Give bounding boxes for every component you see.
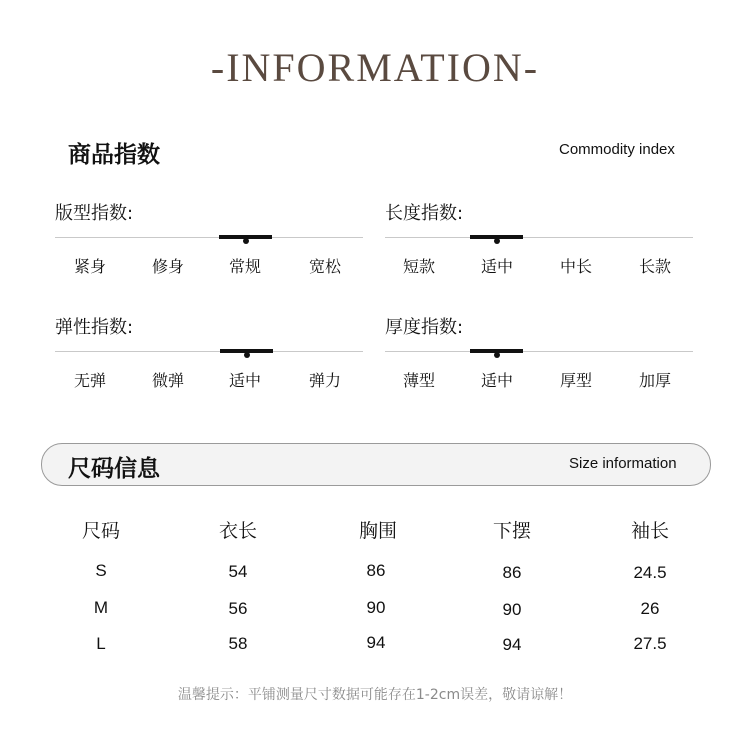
table-cell: L (96, 634, 106, 653)
length-index-track (385, 237, 693, 238)
table-cell: 86 (366, 561, 386, 580)
commodity-index-title: 商品指数 (68, 142, 160, 168)
fit-index-label: 版型指数: (55, 203, 134, 224)
fit-option-1: 紧身 (73, 257, 106, 276)
elasticity-index-track (55, 351, 363, 352)
table-cell: 90 (366, 598, 386, 617)
elasticity-option-2: 微弹 (151, 371, 184, 390)
elasticity-index-marker-dot (244, 352, 250, 358)
elasticity-option-4: 弹力 (308, 371, 341, 390)
thickness-index-label: 厚度指数: (385, 317, 464, 338)
fit-option-4: 宽松 (308, 257, 341, 276)
table-cell: 86 (502, 563, 522, 582)
elasticity-option-1: 无弹 (73, 371, 106, 390)
table-cell: M (93, 598, 109, 617)
table-cell: 56 (228, 599, 248, 618)
table-cell: 58 (228, 634, 248, 653)
thickness-index-marker-dot (494, 352, 500, 358)
length-option-2: 适中 (480, 257, 513, 276)
elasticity-option-3: 适中 (228, 371, 261, 390)
length-option-4: 长款 (638, 257, 671, 276)
commodity-index-subtitle: Commodity index (559, 141, 675, 158)
length-index-marker-dot (494, 238, 500, 244)
information-title: -INFORMATION- (210, 45, 540, 90)
thickness-index-track (385, 351, 693, 352)
measurement-note: 温馨提示：平铺测量尺寸数据可能存在1-2cm误差，敬请谅解！ (177, 687, 573, 703)
thickness-option-3: 厚型 (559, 371, 592, 390)
thickness-option-2: 适中 (480, 371, 513, 390)
size-col-header-chest: 胸围 (358, 520, 397, 542)
thickness-option-4: 加厚 (638, 371, 671, 390)
size-information-subtitle: Size information (569, 455, 677, 472)
size-information-title: 尺码信息 (68, 456, 160, 482)
size-col-header-length: 衣长 (218, 520, 257, 542)
fit-option-3: 常规 (228, 257, 261, 276)
table-cell: 24.5 (633, 563, 667, 582)
fit-index-track (55, 237, 363, 238)
table-cell: 26 (640, 599, 660, 618)
elasticity-index-label: 弹性指数: (55, 317, 134, 338)
size-col-header-sleeve: 袖长 (630, 520, 669, 542)
length-index-label: 长度指数: (385, 203, 464, 224)
thickness-option-1: 薄型 (402, 371, 435, 390)
size-col-header-size: 尺码 (81, 520, 120, 542)
table-cell: 90 (502, 600, 522, 619)
length-option-1: 短款 (402, 257, 435, 276)
table-cell: S (95, 561, 107, 580)
table-cell: 27.5 (633, 634, 667, 653)
length-option-3: 中长 (559, 257, 592, 276)
fit-index-marker-dot (243, 238, 249, 244)
size-col-header-hem: 下摆 (492, 520, 531, 542)
table-cell: 94 (366, 633, 386, 652)
table-cell: 94 (502, 635, 522, 654)
fit-option-2: 修身 (151, 257, 184, 276)
table-cell: 54 (228, 562, 248, 581)
